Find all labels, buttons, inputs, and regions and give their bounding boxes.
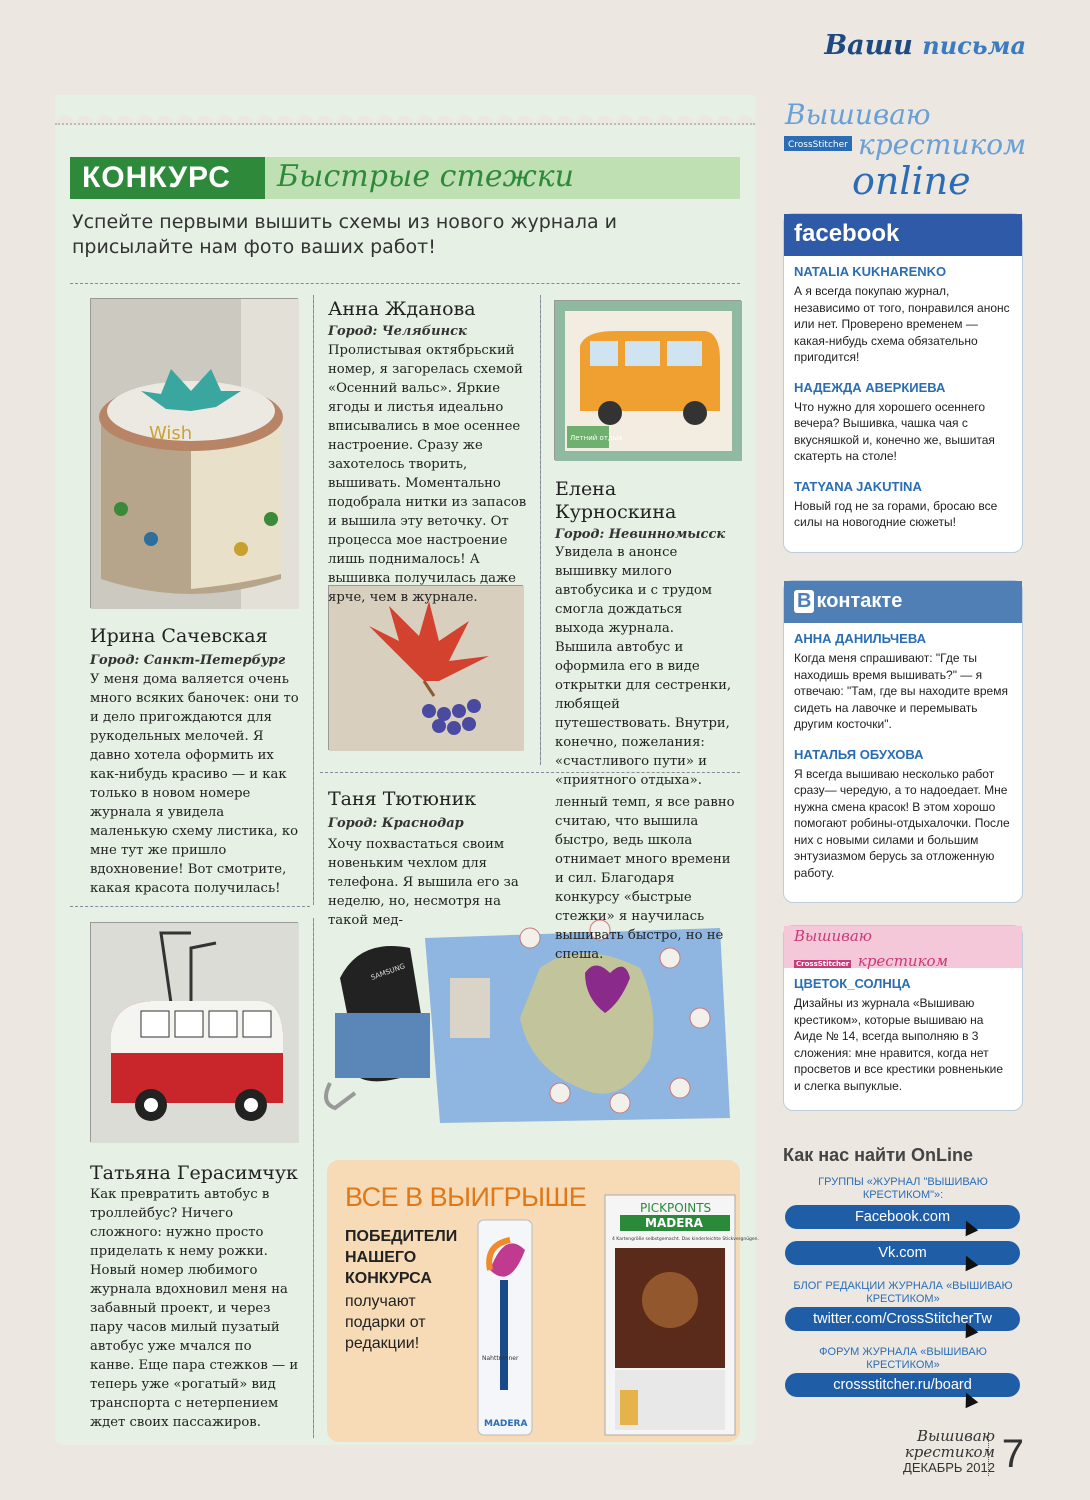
footer-logo-word2: крестиком [904, 1443, 995, 1461]
facebook-box [783, 213, 1023, 553]
letter1-text: У меня дома валяется очень много всяких баночек: они то и дело пригождаются для рукодельных мелочей. Я давно хотела оформить их как-нибудь красиво — и как только в новом номере журнала я увидела маленькую схему листика, ко мне тут же пришло вдохновение! Вот смотрите, какая красота получилась! [90, 672, 299, 896]
fb-post2-text: Что нужно для хорошего осеннего вечера? Вышивка, чашка чая с вкусняшкой и, конечно же, вышитая скатерть на столе! [794, 399, 995, 463]
vk-post2-text: Я всегда вышиваю несколько работ сразу— чередую, а то надоедает. Мне нужна смена красок! В этом хорошо помогают робины-отдыхалочки. После них с новыми силами и большим энтузиазмом берусь за отложенную работу. [794, 766, 1010, 880]
online-logo-word1: Вышиваю [785, 98, 931, 131]
fb-post1-author: NATALIA KUKHARENKO [794, 264, 947, 279]
footer-month: ДЕКАБРЬ 2012 [903, 1460, 995, 1475]
seam-ripper-product [470, 1200, 540, 1440]
vk-post1-text: Когда меня спрашивают: "Где ты находишь время вышивать?" — я отвечаю: "Там, где вы находите время сидеть на лавочке и перемывать другим косточки". [794, 651, 1008, 731]
facebook-link[interactable]: Facebook.com [785, 1205, 1020, 1229]
letter2-text: Пролистывая октябрьский номер, я загорелась схемой «Осенний вальс». Яркие ягоды и листья идеально вписывались в мое осеннее настроение. Сразу же захотелось творить, вышивать. Моментально подобрала нитки из запасов и вышила эту веточку. От процесса мое настроение лишь поднималось! А вышивка получилась даже ярче, чем в журнале. [328, 343, 527, 605]
divider [313, 295, 314, 905]
bus-card-photo [554, 300, 741, 460]
divider [540, 295, 541, 765]
fb-post3-author: TATYANA JAKUTINA [794, 478, 922, 494]
letter1-city: Город: Санкт-Петербург [90, 653, 286, 668]
letter3-text: Увидела в анонсе вышивку милого автобусика и с трудом смогла дождаться выхода журнала. Вышила автобус и оформила его в виде открытки для сестренки, любящей путешествовать. Внутри, конечно, пожелания: «счастливого пути» и «приятного отдыха». [555, 545, 732, 788]
twitter-link[interactable]: twitter.com/CrossStitcherTw [785, 1307, 1020, 1331]
vk-post1-author: АННА ДАНИЛЬЧЕВА [794, 631, 926, 646]
contest-label: КОНКУРС [70, 157, 265, 199]
section-header [824, 30, 1026, 61]
pack-text: 4 Kartengröße selbstgemacht. Das kinderleichte Stickvergnügen. [612, 1237, 759, 1242]
pickpoints-product [600, 1190, 759, 1440]
jar-photo [90, 298, 298, 608]
divider [70, 906, 310, 907]
forum-link[interactable]: crossstitcher.ru/board [785, 1373, 1020, 1397]
letter3-city: Город: Невинномысск [555, 527, 726, 542]
letter4-text: Хочу похвастаться своим новеньким чехлом для телефона. Я вышила его за неделю, но, несмотря на такой мед- [328, 837, 519, 928]
pickpoints-brand: PICKPOINTS [640, 1201, 712, 1215]
svg-text:SAMSUNG: SAMSUNG [369, 962, 407, 982]
footer-logo-word1: Вышиваю [917, 1427, 995, 1445]
online-logo-word3: online [852, 159, 971, 203]
letter5-text: Как превратить автобус в троллейбус? Ничего сложного: нужно просто приделать к нему рожки. Новый номер любимого журнала вдохновил меня на забавный проект, и через пару часов милый пузатый автобус уже мчался по канве. Еще пара стежков — и теперь уже «рогатый» вид транспорта с нетерпением ждет своих пассажиров. [90, 1187, 299, 1430]
online-logo-badge: CrossStitcher [788, 140, 848, 150]
letter1-name: Ирина Сачевская [90, 625, 268, 647]
vk-box [783, 580, 1023, 903]
fb-post3-text: Новый год не за горами, бросаю все силы на новогодние сюжеты! [794, 498, 998, 529]
card-label: Летний отдых [570, 434, 623, 442]
trolleybus-photo [90, 922, 298, 1142]
find-forum-label: ФОРУМ ЖУРНАЛА «ВЫШИВАЮ КРЕСТИКОМ» [819, 1346, 987, 1371]
find-groups-label: ГРУППЫ «ЖУРНАЛ "ВЫШИВАЮ КРЕСТИКОМ"»: [818, 1176, 988, 1201]
letter4-name: Таня Тютюник [328, 788, 477, 810]
prize-text: получают подарки от редакции! [345, 1293, 426, 1352]
vk-post2-author: НАТАЛЬЯ ОБУХОВА [794, 746, 924, 762]
contest-title: Быстрые стежки [265, 157, 740, 199]
cs-logo-word2: крестиком [857, 952, 949, 970]
crossstitcher-box [783, 925, 1023, 1111]
cs-post1-author: ЦВЕТОК_СОЛНЦА [794, 976, 911, 991]
leaf-photo [328, 585, 523, 750]
fb-post2-author: НАДЕЖДА АВЕРКИЕВА [794, 379, 946, 395]
facebook-title: facebook [784, 214, 1022, 256]
pen-brand: MADERA [484, 1419, 528, 1429]
letter2-city: Город: Челябинск [328, 324, 467, 339]
letter2-name: Анна Жданова [328, 298, 476, 320]
vk-letter: В [794, 590, 814, 613]
panel-scallop-edge [55, 95, 755, 125]
divider [313, 918, 314, 1438]
find-blog-label: БЛОГ РЕДАКЦИИ ЖУРНАЛА «ВЫШИВАЮ КРЕСТИКОМ» [793, 1280, 1013, 1305]
online-logo [780, 92, 1030, 204]
online-logo-word2: крестиком [858, 128, 1027, 161]
page-number: 7 [1001, 1432, 1024, 1476]
letter5-name: Татьяна Герасимчук [90, 1162, 298, 1184]
vk-link[interactable]: Vk.com [785, 1241, 1020, 1265]
pen-label: Nahttrenner [482, 1355, 519, 1362]
cs-logo-badge: CrossStitcher [796, 960, 850, 968]
header-word2: письма [922, 31, 1026, 60]
vk-title-text: контакте [816, 590, 903, 612]
letter4-city: Город: Краснодар [328, 816, 464, 831]
prize-winners: ПОБЕДИТЕЛИ НАШЕГО КОНКУРСА [345, 1228, 458, 1287]
madera-brand: MADERA [645, 1216, 703, 1230]
jar-wish-text: Wish [149, 423, 193, 444]
letter3-name: Елена Курноскина [555, 478, 677, 523]
divider [70, 283, 740, 284]
cs-logo [784, 926, 1022, 968]
cs-logo-word1: Вышиваю [794, 927, 872, 945]
find-online-title: Как нас найти OnLine [783, 1145, 973, 1165]
header-word1: Ваши [824, 30, 913, 61]
letter4-text-cont: ленный темп, я все равно считаю, что вышила быстро, ведь школа отнимает много времени и сил. Благодаря конкурсу «быстрые стежки» я научилась вышивать быстро, но не спеша. [555, 795, 735, 962]
footer-divider [988, 1432, 989, 1476]
contest-subtitle: Успейте первыми вышить схемы из нового журнала и присылайте нам фото ваших работ! [72, 211, 618, 258]
fb-post1-text: А я всегда покупаю журнал, независимо от того, понравился анонс или нет. Проверено временем — какая-нибудь схема обязательно пригодится! [794, 284, 1010, 364]
cs-post1-text: Дизайны из журнала «Вышиваю крестиком», которые вышиваю на Аиде № 14, всегда выполняю в 3 сложения: мне нравится, когда нет просветов и все крестики ровненькие и слегка выпуклые. [794, 996, 1004, 1093]
prize-title: ВСЕ В ВЫИГРЫШЕ [345, 1182, 587, 1212]
vk-title [784, 581, 1022, 623]
footer-logo [903, 1428, 995, 1476]
